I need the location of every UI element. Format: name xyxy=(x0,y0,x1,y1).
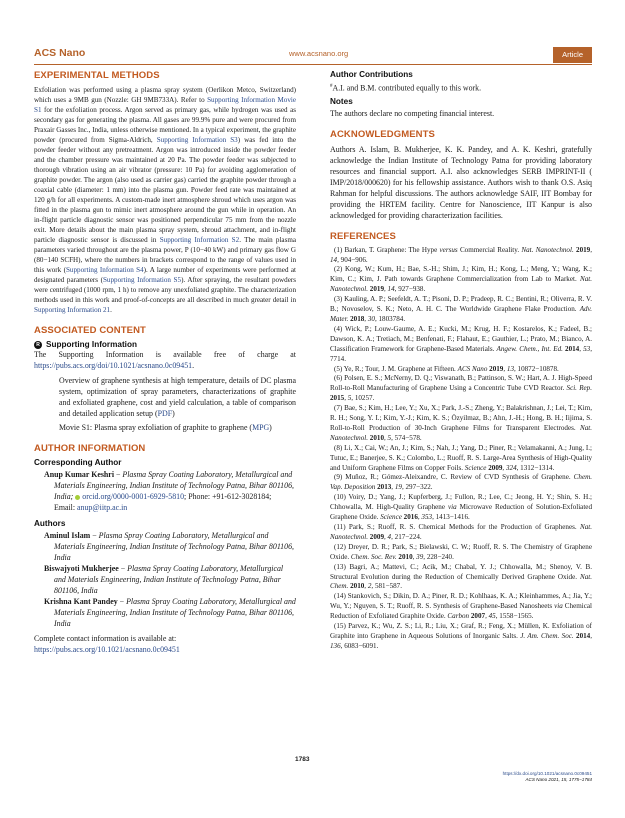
right-column xyxy=(330,70,592,652)
references-heading: REFERENCES xyxy=(330,230,396,242)
reference-item[interactable]: (14) Stankovich, S.; Dikin, D. A.; Piner, R. D.; Kohlhaas, K. A.; Kleinhammes, A.; Jia, Y.; Wu, Y.; Nguyen, S. T.; Ruoff, R. S. Synthesis of Graphene-Based Nanosheets via Chemical Reduction of Exfoliated Graphite Oxide. Carbon 2007, 45, 1558−1565. xyxy=(330,592,592,621)
notes-heading: Notes xyxy=(330,96,353,106)
author-entry: Biswajyoti Mukherjee − Plasma Spray Coating Laboratory, Metallurgical and Materials Engineering, Indian Institute of Technology Patna, Bihar 801106, India xyxy=(44,564,284,595)
acknowledgments-heading: ACKNOWLEDGMENTS xyxy=(330,128,435,140)
author-entry: Aminul Islam − Plasma Spray Coating Laboratory, Metallurgical and Materials Engineering, Indian Institute of Technology Patna, Bihar 801106, India xyxy=(44,531,294,562)
reference-list xyxy=(330,246,592,652)
si-s4-link[interactable]: Supporting Information S4 xyxy=(65,266,144,274)
reference-item[interactable]: (6) Polsen, E. S.; McNerny, D. Q.; Viswanath, B.; Pattinson, S. W.; Hart, A. J. High-Speed Roll-to-Roll Manufacturing of Graphene Using a Concentric Tube CVD Reactor. Sci. Rep. 2015, 5, 10257. xyxy=(330,374,592,403)
contact-url[interactable]: https://pubs.acs.org/10.1021/acsnano.0c09451 xyxy=(34,645,180,654)
supporting-info-heading xyxy=(34,340,296,349)
pdf-link[interactable]: PDF xyxy=(157,409,173,418)
orcid-link[interactable]: orcid.org/0000-0001-6929-5810 xyxy=(82,492,185,501)
reference-item[interactable]: (13) Bagri, A.; Mattevi, C.; Acik, M.; Chabal, Y. J.; Chhowalla, M.; Shenoy, V. B. Structural Evolution during the Reduction of Chemically Derived Graphene Oxide. Nat. Chem. 2010, 2, 581−587. xyxy=(330,562,592,591)
reference-item[interactable]: (4) Wick, P.; Louw-Gaume, A. E.; Kucki, M.; Krug, H. F.; Kostarelos, K.; Fadeel, B.; Dawson, K. A.; Tretiach, M.; Benfenati, F.; Flahaut, E.; Gauthier, L.; Prato, M.; Bianco, A. Classification Framework for Graphene-Based Materials. Angew. Chem., Int. Ed. 2014, 53, 7714. xyxy=(330,324,593,363)
author-contributions-text: #A.I. and B.M. contributed equally to this work. xyxy=(330,83,482,93)
supporting-info-icon: R xyxy=(34,341,42,349)
article-page xyxy=(34,44,593,654)
reference-item[interactable]: (2) Kong, W.; Kum, H.; Bae, S.-H.; Shim, J.; Kim, H.; Kong, L.; Meng, Y.; Wang, K.; Kim, C.; Kim, J. Path towards Graphene Commercialization from Lab to Market. Nat. Nanotechnol. 2019, 14, 927−938. xyxy=(330,265,592,294)
acknowledgments-text: Authors A. Islam, B. Mukherjee, K. K. Pandey, and A. K. Keshri, gratefully acknowledge the Indian Institute of Technology Patna for providing laboratory resources and financial support. A.I. also acknowledges SERB IMPRINT-II ( IMP/2018/000620) for his fellowship assistance. Authors wish to thank O.S. Asiq Rahman for helpful discussions. The authors acknowledge SAIF, IIT Bombay for providing the HRTEM facility. Centre for Nanoscience, IIT Kanpur is also acknowledged for providing characterization facilities. xyxy=(330,144,592,220)
si-21-link[interactable]: Supporting Information 21 xyxy=(34,306,111,314)
supporting-info-text: The Supporting Information is available free of charge at https://pubs.acs.org/doi/10.1021/acsnano.0c09451. xyxy=(34,350,296,370)
reference-item[interactable]: (1) Barkan, T. Graphene: The Hype versus Commercial Reality. Nat. Nanotechnol. 2019, 14, 904−906. xyxy=(330,245,592,264)
author-information-heading: AUTHOR INFORMATION xyxy=(34,443,146,454)
reference-item[interactable]: (5) Ye, R.; Tour, J. M. Graphene at Fifteen. ACS Nano 2019, 13, 10872−10878. xyxy=(334,364,559,373)
reference-item[interactable]: (10) Voiry, D.; Yang, J.; Kupferberg, J.; Fullon, R.; Lee, C.; Jeong, H. Y.; Shin, S. H.; Chhowalla, M. High-Quality Graphene via Microwave Reduction of Solution-Exfoliated Graphene Oxide. Science 2016, 353, 1413−1416. xyxy=(330,493,592,522)
supporting-info-files xyxy=(59,375,296,433)
reference-item[interactable]: (9) Muñoz, R.; Gómez-Aleixandre, C. Review of CVD Synthesis of Graphene. Chem. Vap. Deposition 2013, 19, 297−322. xyxy=(330,473,592,492)
si-s5-link[interactable]: Supporting Information S5 xyxy=(102,276,182,284)
page-footer xyxy=(503,771,592,783)
reference-item[interactable]: (3) Kauling, A. P.; Seefeldt, A. T.; Pisoni, D. P.; Pradeep, R. C.; Bentini, R.; Oliverra, R. V. B.; Novoselov, S. K.; Neto, A. H. C. The Worldwide Graphene Flake Production. Adv. Mater. 2018, 30, 1803784. xyxy=(330,295,592,323)
reference-item[interactable]: (15) Parvez, K.; Wu, Z. S.; Li, R.; Liu, X.; Graf, R.; Feng, X.; Müllen, K. Exfoliation of Graphite into Graphene in Aqueous Solutions of Inorganic Salts. J. Am. Chem. Soc. 2014, 136, 6083−6091. xyxy=(330,622,592,650)
si-file-mpg: Movie S1: Plasma spray exfoliation of graphite to graphene (MPG) xyxy=(59,423,272,432)
author-entry: Krishna Kant Pandey − Plasma Spray Coating Laboratory, Metallurgical and Materials Engineering, Indian Institute of Technology Patna, Bihar 801106, India xyxy=(44,597,296,628)
corresponding-author-heading: Corresponding Author xyxy=(34,458,122,467)
si-movie-s1-link[interactable]: Supporting Information Movie S1 xyxy=(34,96,296,114)
experimental-methods-heading: EXPERIMENTAL METHODS xyxy=(34,70,160,81)
journal-site-link[interactable]: www.acsnano.org xyxy=(289,49,349,58)
journal-name: ACS Nano xyxy=(34,47,86,59)
reference-item[interactable]: (7) Bae, S.; Kim, H.; Lee, Y.; Xu, X.; Park, J.-S.; Zheng, Y.; Balakrishnan, J.; Lei, T.; Kim, R. H.; Song, Y. I.; Kim, Y.-J.; Kim, K. S.; Özyilmaz, B.; Ahn, J.-H.; Hong, B. H.; Iijima, S. Roll-to-Roll Production of 30-Inch Graphene Films for Transparent Electrodes. Nat. Nanotechnol. 2010, 5, 574−578. xyxy=(330,404,592,442)
si-s2-link[interactable]: Supporting Information S2 xyxy=(159,236,240,244)
contact-info: Complete contact information is available at: https://pubs.acs.org/10.1021/acsnano.0c09451 xyxy=(34,634,180,654)
notes-text: The authors declare no competing financial interest. xyxy=(330,108,495,118)
si-s3-link[interactable]: Supporting Information S3 xyxy=(156,136,238,144)
authors-heading: Authors xyxy=(34,519,66,528)
article-type-badge: Article xyxy=(553,47,592,63)
reference-item[interactable]: (11) Park, S.; Ruoff, R. S. Chemical Methods for the Production of Graphenes. Nat. Nanotechnol. 2009, 4, 217−224. xyxy=(330,523,592,541)
page-number: 1783 xyxy=(295,756,310,763)
supporting-info-title: Supporting Information xyxy=(46,340,137,349)
reference-item[interactable]: (12) Dreyer, D. R.; Park, S.; Bielawski, C. W.; Ruoff, R. S. The Chemistry of Graphene Oxide. Chem. Soc. Rev. 2010, 39, 228−240. xyxy=(330,542,592,561)
email-link[interactable]: anup@iitp.ac.in xyxy=(77,503,128,512)
reference-item[interactable]: (8) Li, X.; Cai, W.; An, J.; Kim, S.; Nah, J.; Yang, D.; Piner, R.; Velamakanni, A.; Jung, I.; Tutuc, E.; Banerjee, S. K.; Colombo, L.; Ruoff, R. S. Large-Area Synthesis of High-Quality and Uniform Graphene Films on Copper Foils. Science 2009, 324, 1312−1314. xyxy=(330,443,592,472)
associated-content-heading: ASSOCIATED CONTENT xyxy=(34,325,146,336)
footer-citation: ACS Nano 2021, 15, 1775−1784 xyxy=(525,777,592,782)
left-column xyxy=(34,70,296,655)
author-contributions-heading: Author Contributions xyxy=(330,70,413,79)
si-file-pdf: Overview of graphene synthesis at high temperature, details of DC plasma system, optimization of spray parameters, characterizations of graphite and exfoliated graphene, cost and yield calculation, a table of comparison and detailed application setup (PDF) xyxy=(59,376,296,418)
page-header xyxy=(34,44,592,65)
corresponding-author: Anup Kumar Keshri − Plasma Spray Coating Laboratory, Metallurgical and Materials Engineering, Indian Institute of Technology Patna, Bihar 801106, India; orcid.org/0000-0001-6929-5810; Phone: +91-612-3028184; Email: anup@iitp.ac.in xyxy=(44,470,294,512)
footer-doi-link[interactable]: https://dx.doi.org/10.1021/acsnano.0c09451 xyxy=(502,771,592,776)
methods-paragraph: Exfoliation was performed using a plasma spray system (Oerlikon Metco, Switzerland) which uses a 9MB gun (Nozzle: GH 9MB733A). Refer to Supporting Information Movie S1 for the exfoliation process. Argon served as primary gas, while hydrogen was used as secondary gas for generating the plasma. All gases are 99.9% pure and were procured from Praxair Gasses Inc., India, unless otherwise mentioned. In a typical experiment, the graphite powder (procured from Sigma-Aldrich, Supporting Information S3) was fed into the powder feeder without any pretreatment. Argon was introduced inside the powder feeder and the chamber pressure was maintained at 20 Pa. The powder feeder was subjected to thorough vibration using an air vibrator (pressure: 10 Pa) for avoiding agglomeration of graphite powder. The argon (also used as carrier gas) carried the graphite powder through a coaxial cable (diameter: 1 mm) into the plasma gun. Powder feed rate was maintained at 120 g/h for all experiments. A custom-made inert atmosphere shroud which uses argon was fitted in the plasma gun to mimic inert atmosphere around the gun while in operation. An in-flight particle diagnostic sensor was positioned perpendicular 75 mm from the nozzle exit. More details about the main plasma spray system, shroud attachment, and in-flight particle diagnostic sensor is discussed in Supporting Information S2. The main plasma parameters varied throughout are the plasma power, P (10−40 kW) and primary gas flow G (80−140 SCFH), where the numbers in brackets correspond to the range of values used in this work (Supporting Information S4). A large number of experiments were performed at designated parameters (Supporting Information S5). After spraying, the resultant powders were centrifuged (1000 rpm, 1 h) to remove any unexfoliated graphite. The characterization methods used in this work and proof-of-concepts are all described in much greater detail in Supporting Information 21. xyxy=(34,86,297,314)
orcid-icon xyxy=(75,495,80,500)
supporting-info-url[interactable]: https://pubs.acs.org/doi/10.1021/acsnano.0c09451 xyxy=(34,361,193,370)
mpg-link[interactable]: MPG xyxy=(252,423,270,432)
